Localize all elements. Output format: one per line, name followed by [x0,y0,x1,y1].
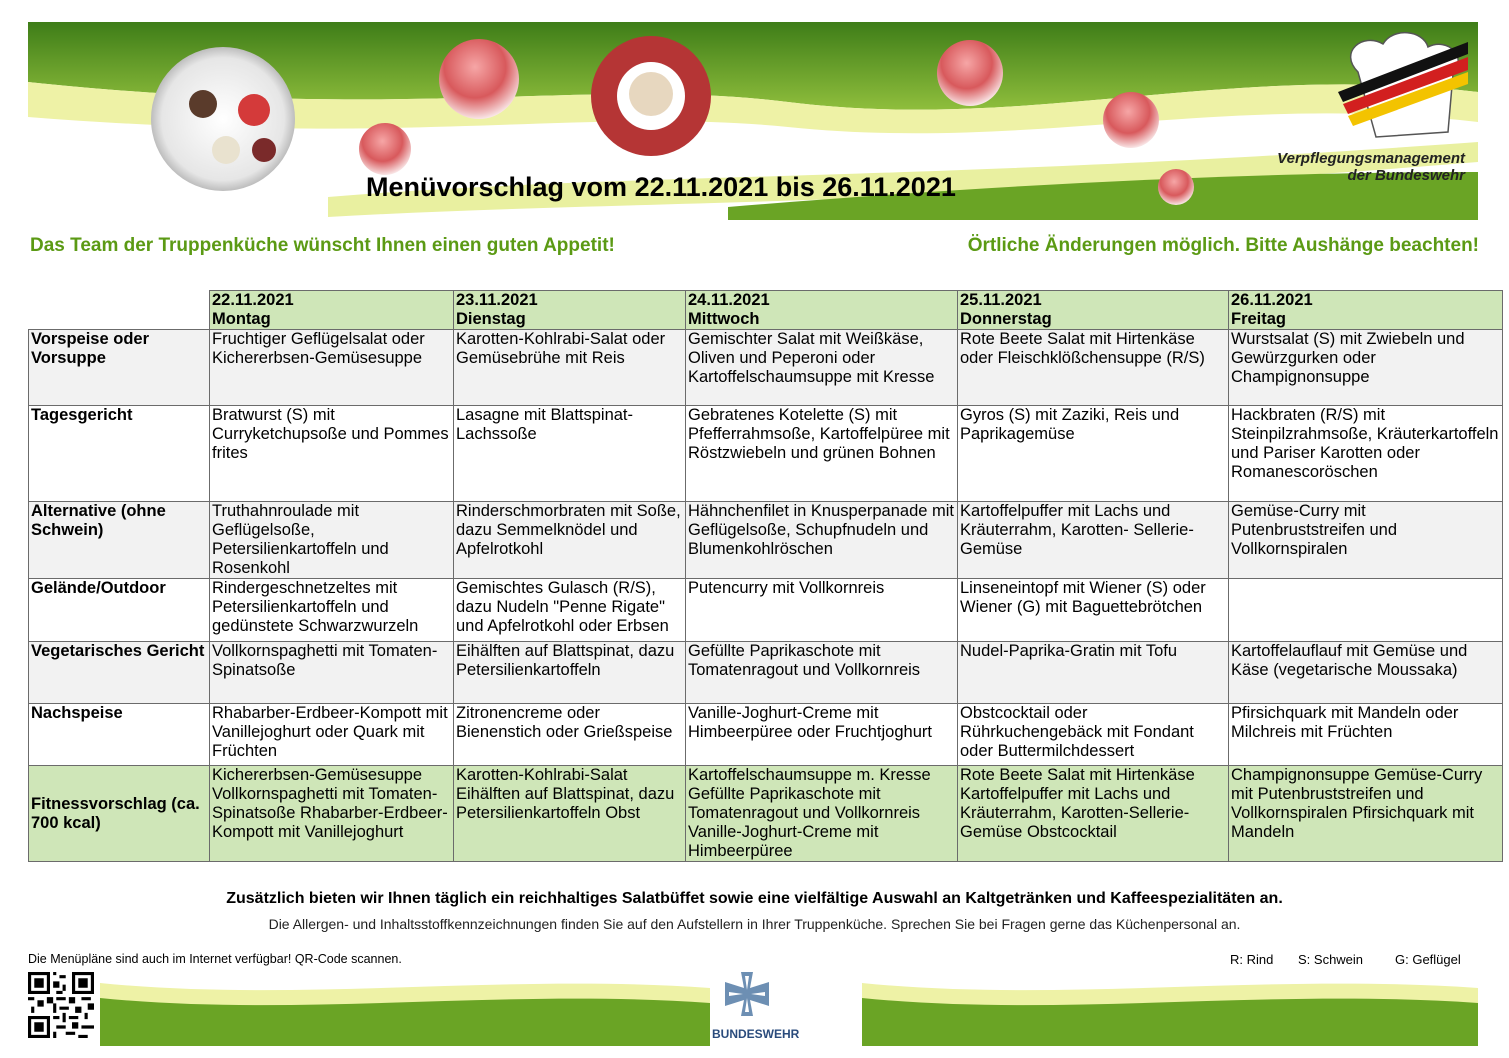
menu-row-vorspeise [29,330,1503,406]
menu-table [28,290,1503,862]
menu-cell: Champignonsuppe Gemüse-Curry mit Putenbruststreifen und Vollkornspiralen Pfirsichquark mit Mandeln [1229,766,1503,862]
menu-cell: Hackbraten (R/S) mit Steinpilzrahmsoße, Kräuterkartoffeln und Pariser Karotten oder Romanescoröschen [1229,406,1503,502]
day-name: Dienstag [456,310,526,328]
menu-cell: Rindergeschnetzeltes mit Petersilienkartoffeln und gedünstete Schwarzwurzeln [210,579,454,642]
day-header-row [29,291,1503,330]
salad-buffet-note: Zusätzlich bieten wir Ihnen täglich ein reichhaltiges Salatbüffet sowie eine vielfältige Auswahl an Kaltgetränken und Kaffeespezialitäten an. [226,890,1283,907]
menu-cell [1229,579,1503,642]
menu-cell: Zitronencreme oder Bienenstich oder Grießspeise [454,704,686,766]
menu-row-alternative [29,502,1503,579]
menu-cell: Wurstsalat (S) mit Zwiebeln und Gewürzgurken oder Champignonsuppe [1229,330,1503,406]
corner-cell [29,291,210,330]
day-name: Montag [212,310,271,328]
food-plate-image [151,47,295,191]
bundeswehr-logo [712,968,800,1041]
day-date: 22.11.2021 [212,291,294,309]
menu-cell: Gefüllte Paprikaschote mit Tomatenragout und Vollkornreis [686,642,958,704]
menu-cell: Obstcocktail oder Rührkuchengebäck mit Fondant oder Buttermilchdessert [958,704,1229,766]
menu-cell: Vanille-Joghurt-Creme mit Himbeerpüree oder Fruchtjoghurt [686,704,958,766]
brand-logo [1277,150,1465,184]
menu-cell: Gemischtes Gulasch (R/S), dazu Nudeln "Penne Rigate" und Apfelrotkohl oder Erbsen [454,579,686,642]
day-date: 26.11.2021 [1231,291,1313,309]
menu-cell: Kartoffelschaumsuppe m. Kresse Gefüllte Paprikaschote mit Tomatenragout und Vollkornreis Vanille-Joghurt-Creme mit Himbeerpüree [686,766,958,862]
greeting-right: Örtliche Änderungen möglich. Bitte Aushänge beachten! [967,235,1479,256]
menu-cell: Karotten-Kohlrabi-Salat oder Gemüsebrühe mit Reis [454,330,686,406]
chef-hat-icon [1338,33,1468,137]
menu-cell: Rhabarber-Erdbeer-Kompott mit Vanillejoghurt oder Quark mit Früchten [210,704,454,766]
menu-cell: Vollkornspaghetti mit Tomaten-Spinatsoße [210,642,454,704]
day-header [1229,291,1503,330]
menu-cell: Gemüse-Curry mit Putenbruststreifen und Vollkornspiralen [1229,502,1503,579]
menu-row-nachspeise [29,704,1503,766]
menu-cell: Gemischter Salat mit Weißkäse, Oliven und Peperoni oder Kartoffelschaumsuppe mit Kresse [686,330,958,406]
allergen-note: Die Allergen- und Inhaltsstoffkennzeichnungen finden Sie auf den Aufstellern in Ihrer Truppenküche. Sprechen Sie bei Fragen gerne das Küchenpersonal an. [268,916,1241,932]
day-header [210,291,454,330]
page-title: Menüvorschlag vom 22.11.2021 bis 26.11.2021 [366,172,956,202]
greeting-left: Das Team der Truppenküche wünscht Ihnen einen guten Appetit! [30,235,615,256]
menu-cell: Putencurry mit Vollkornreis [686,579,958,642]
day-name: Freitag [1231,310,1287,328]
menu-cell: Kartoffelauflauf mit Gemüse und Käse (vegetarische Moussaka) [1229,642,1503,704]
day-name: Mittwoch [688,310,760,328]
day-header [454,291,686,330]
day-date: 25.11.2021 [960,291,1042,309]
day-date: 24.11.2021 [688,291,770,309]
menu-row-gelaende [29,579,1503,642]
brand-line1: Verpflegungsmanagement [1277,150,1465,167]
menu-cell: Karotten-Kohlrabi-Salat Eihälften auf Blattspinat, dazu Petersilienkartoffeln Obst [454,766,686,862]
menu-cell: Truthahnroulade mit Geflügelsoße, Petersilienkartoffeln und Rosenkohl [210,502,454,579]
menu-cell: Hähnchenfilet in Knusperpanade mit Geflügelsoße, Schupfnudeln und Blumenkohlröschen [686,502,958,579]
row-label: Gelände/Outdoor [29,579,210,642]
day-header [958,291,1229,330]
menu-cell: Kichererbsen-Gemüsesuppe Vollkornspaghetti mit Tomaten-Spinatsoße Rhabarber-Erdbeer-Kompott mit Vanillejoghurt [210,766,454,862]
menu-row-fitness [29,766,1503,862]
menu-cell: Lasagne mit Blattspinat-Lachssoße [454,406,686,502]
menu-cell: Nudel-Paprika-Gratin mit Tofu [958,642,1229,704]
menu-cell: Rinderschmorbraten mit Soße, dazu Semmelknödel und Apfelrotkohl [454,502,686,579]
legend-gefluegel: G: Geflügel [1395,952,1461,967]
menu-cell: Fruchtiger Geflügelsalat oder Kichererbsen-Gemüsesuppe [210,330,454,406]
day-header [686,291,958,330]
row-label: Vegetarisches Gericht [29,642,210,704]
menu-cell: Gebratenes Kotelette (S) mit Pfefferrahmsoße, Kartoffelpüree mit Röstzwiebeln und grünen Bohnen [686,406,958,502]
day-date: 23.11.2021 [456,291,538,309]
day-name: Donnerstag [960,310,1052,328]
row-label: Alternative (ohne Schwein) [29,502,210,579]
menu-cell: Eihälften auf Blattspinat, dazu Petersilienkartoffeln [454,642,686,704]
menu-cell: Linseneintopf mit Wiener (S) oder Wiener (G) mit Baguettebrötchen [958,579,1229,642]
online-note: Die Menüpläne sind auch im Internet verfügbar! QR-Code scannen. [28,952,402,966]
bundeswehr-label: BUNDESWEHR [712,1027,800,1041]
menu-cell: Bratwurst (S) mit Curryketchupsoße und Pommes frites [210,406,454,502]
menu-cell: Gyros (S) mit Zaziki, Reis und Paprikagemüse [958,406,1229,502]
qr-code-icon[interactable] [28,972,94,1038]
brand-line2: der Bundeswehr [1347,167,1465,184]
menu-row-vegetarisch [29,642,1503,704]
menu-row-tagesgericht [29,406,1503,502]
footer-wave-right [862,968,1478,1046]
menu-cell: Rote Beete Salat mit Hirtenkäse oder Fleischklößchensuppe (R/S) [958,330,1229,406]
menu-cell: Kartoffelpuffer mit Lachs und Kräuterrahm, Karotten- Sellerie-Gemüse [958,502,1229,579]
footer-wave-left [100,968,710,1046]
row-label: Vorspeise oder Vorsuppe [29,330,210,406]
legend-rind: R: Rind [1230,952,1274,967]
menu-cell: Rote Beete Salat mit Hirtenkäse Kartoffelpuffer mit Lachs und Kräuterrahm, Karotten-Sellerie-Gemüse Obstcocktail [958,766,1229,862]
menu-cell: Pfirsichquark mit Mandeln oder Milchreis mit Früchten [1229,704,1503,766]
iron-cross-icon [721,968,773,1020]
legend-schwein: S: Schwein [1298,952,1364,967]
row-label: Tagesgericht [29,406,210,502]
row-label: Fitnessvorschlag (ca. 700 kcal) [29,766,210,862]
row-label: Nachspeise [29,704,210,766]
